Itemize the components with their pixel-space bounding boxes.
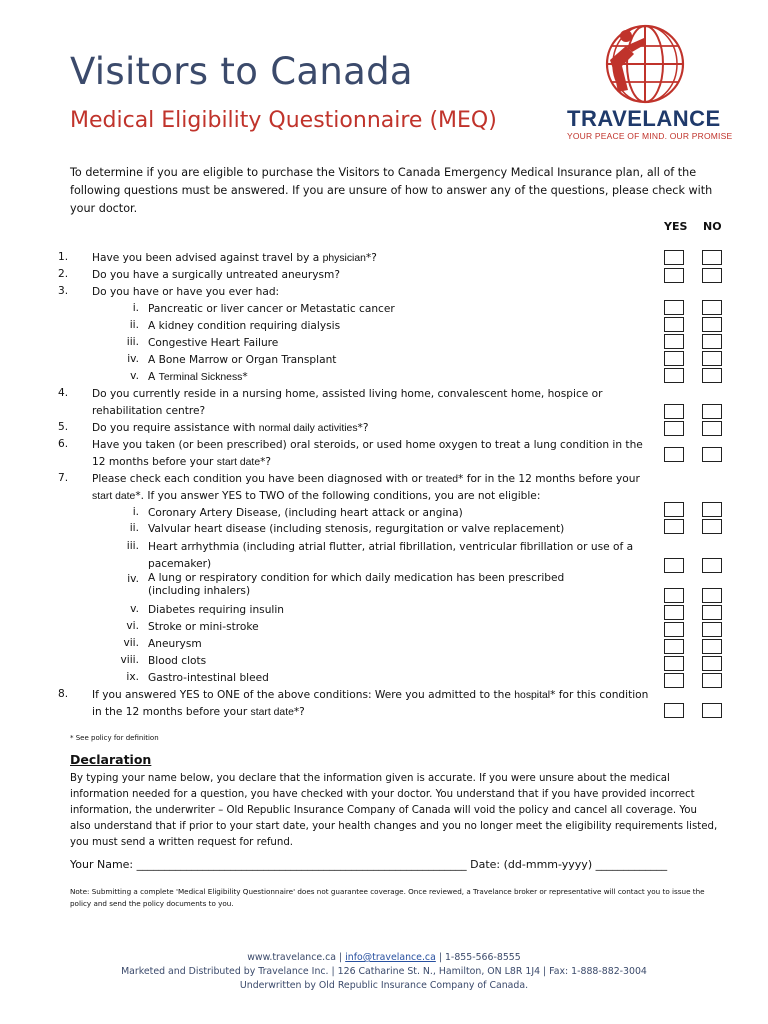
signature-row [70,858,667,871]
question-8 [92,687,657,721]
question-6 [92,437,657,471]
question-7-ix: Gastro-intestinal bleed [148,672,269,684]
defined-term: normal daily activities [258,423,358,434]
footer-address: Marketed and Distributed by Travelance Inc. | 126 Catharine St. N., Hamilton, ON L8R 1J4 | Fax: 1-888-882-3004 [121,966,647,977]
q7v-no-checkbox[interactable] [702,605,722,620]
q7ii-yes-checkbox[interactable] [664,519,684,534]
q7vi-yes-checkbox[interactable] [664,622,684,637]
question-7-ii: Valvular heart disease (including stenosis, regurgitation or valve replacement) [148,523,565,535]
intro-text: To determine if you are eligible to purchase the Visitors to Canada Emergency Medical Insurance plan, all of the following questions must be answered. If you are unsure of how to answer any of the questions, please check with your doctor. [70,166,713,215]
question-number: 2. [58,268,69,280]
question-text: Please check each condition you have been diagnosed with or [92,473,426,485]
q2-yes-checkbox[interactable] [664,268,684,283]
q4-no-checkbox[interactable] [702,404,722,419]
footer-underwriter: Underwritten by Old Republic Insurance Company of Canada. [239,980,529,991]
question-3-iii: Congestive Heart Failure [148,337,279,349]
q4-yes-checkbox[interactable] [664,404,684,419]
question-text: Have you taken (or been prescribed) oral steroids, or used home oxygen to treat a lung condition in the 12 months before your [92,439,643,468]
sub-number: ii. [129,522,139,534]
declaration-heading: Declaration [70,752,152,767]
email-link[interactable]: info@travelance.ca [345,952,436,963]
q8-yes-checkbox[interactable] [664,703,684,718]
question-text: * [242,371,248,383]
question-7-iii: Heart arrhythmia (including atrial flutter, atrial fibrillation, ventricular fibrillation or use of a pacemaker) [148,541,634,570]
page-title: Visitors to Canada [70,50,413,93]
question-text: * for this condition in the 12 months before your [92,689,649,718]
question-7-vi: Stroke or mini-stroke [148,621,259,633]
defined-term: physician [322,253,366,264]
definition-footnote: * See policy for definition [70,734,159,742]
question-7-v: Diabetes requiring insulin [148,604,285,616]
q3iii-no-checkbox[interactable] [702,334,722,349]
q7iv-yes-checkbox[interactable] [664,588,684,603]
question-4: Do you currently reside in a nursing home, assisted living home, convalescent home, hospice or rehabilitation centre? [92,388,603,417]
q3i-no-checkbox[interactable] [702,300,722,315]
question-number: 7. [58,472,69,484]
q7i-no-checkbox[interactable] [702,502,722,517]
question-3-v [148,369,248,386]
sub-number: ii. [129,319,139,331]
question-text: A [148,371,159,383]
sub-number: v. [130,603,139,615]
q3i-yes-checkbox[interactable] [664,300,684,315]
question-text: *? [365,252,377,264]
question-3-ii: A kidney condition requiring dialysis [148,320,341,332]
date-field[interactable]: _____________ [595,858,668,871]
q6-yes-checkbox[interactable] [664,447,684,462]
q7ix-no-checkbox[interactable] [702,673,722,688]
q3v-no-checkbox[interactable] [702,368,722,383]
q7viii-no-checkbox[interactable] [702,656,722,671]
defined-term: hospital [514,690,551,701]
question-7-iv: A lung or respiratory condition for which daily medication has been prescribed (including inhalers) [148,572,565,597]
question-number: 3. [58,285,69,297]
sub-number: iii. [126,336,139,348]
question-number: 6. [58,438,69,450]
q7ii-no-checkbox[interactable] [702,519,722,534]
sub-number: iv. [127,353,139,365]
question-1 [92,250,377,267]
q8-no-checkbox[interactable] [702,703,722,718]
q7v-yes-checkbox[interactable] [664,605,684,620]
sub-number: iv. [127,573,139,585]
question-3: Do you have or have you ever had: [92,286,280,298]
sub-number: v. [130,370,139,382]
declaration-text: By typing your name below, you declare that the information given is accurate. If you were unsure about the medical information needed for a question, you have checked with your doctor. You understand that if you have provided incorrect information, the underwriter – Old Republic Insurance Company of Canada will void the policy and cancel all coverage. You also understand that if prior to your start date, your health changes and you no longer meet the eligibility requirements listed, you must send a written request for refund. [70,773,718,848]
question-text: Have you been advised against travel by a [92,252,323,264]
q3iii-yes-checkbox[interactable] [664,334,684,349]
q6-no-checkbox[interactable] [702,447,722,462]
question-text: *? [293,706,305,718]
q7ix-yes-checkbox[interactable] [664,673,684,688]
q7iii-yes-checkbox[interactable] [664,558,684,573]
question-text: *. If you answer YES to TWO of the following conditions, you are not eligible: [135,490,541,502]
question-7 [92,471,662,505]
question-number: 4. [58,387,69,399]
q7i-yes-checkbox[interactable] [664,502,684,517]
q7iii-no-checkbox[interactable] [702,558,722,573]
defined-term: start date [92,491,136,502]
page-subtitle: Medical Eligibility Questionnaire (MEQ) [70,108,497,133]
no-column-heading: NO [703,220,722,233]
sub-number: i. [132,506,139,518]
separator: | [336,952,346,963]
question-number: 5. [58,421,69,433]
defined-term: start date [250,707,294,718]
coverage-note: Note: Submitting a complete 'Medical Eligibility Questionnaire' does not guarantee coverage. Once reviewed, a Travelance broker or representative will contact you to issue the policy and send the policy documents to you. [70,887,705,908]
q5-yes-checkbox[interactable] [664,421,684,436]
question-text: *? [357,422,369,434]
name-field[interactable]: ____________________________________________________________ [136,858,467,871]
date-label: Date: (dd-mmm-yyyy) [466,858,596,871]
question-text: * for in the 12 months before your [458,473,640,485]
yes-column-heading: YES [664,220,688,233]
footer-contact [0,952,768,963]
q7vii-yes-checkbox[interactable] [664,639,684,654]
q3iv-no-checkbox[interactable] [702,351,722,366]
q3ii-no-checkbox[interactable] [702,317,722,332]
sub-number: vii. [123,637,139,649]
q7viii-yes-checkbox[interactable] [664,656,684,671]
question-5 [92,420,368,437]
q7vii-no-checkbox[interactable] [702,639,722,654]
sub-number: ix. [126,671,139,683]
sub-number: vi. [126,620,139,632]
q7iv-no-checkbox[interactable] [702,588,722,603]
defined-term: treated [425,474,459,485]
question-text: Do you require assistance with [92,422,259,434]
phone-number: 1-855-566-8555 [444,952,521,963]
question-number: 1. [58,251,69,263]
brand-tagline: YOUR PEACE OF MIND. OUR PROMISE [567,131,733,141]
question-7-i: Coronary Artery Disease, (including heart attack or angina) [148,507,463,519]
question-3-iv: A Bone Marrow or Organ Transplant [148,354,337,366]
sub-number: iii. [126,540,139,552]
q1-no-checkbox[interactable] [702,250,722,265]
question-text: If you answered YES to ONE of the above conditions: Were you admitted to the [92,689,515,701]
q7vi-no-checkbox[interactable] [702,622,722,637]
question-2: Do you have a surgically untreated aneurysm? [92,269,340,281]
q5-no-checkbox[interactable] [702,421,722,436]
defined-term: start date [216,457,261,468]
defined-term: Terminal Sickness [158,372,243,383]
question-7-viii: Blood clots [148,655,207,667]
website-link[interactable]: www.travelance.ca [247,952,337,963]
brand-name: TRAVELANCE [567,106,721,131]
q1-yes-checkbox[interactable] [664,250,684,265]
name-label: Your Name: [70,858,137,871]
separator: | [435,952,445,963]
question-7-vii: Aneurysm [148,638,202,650]
question-3-i: Pancreatic or liver cancer or Metastatic cancer [148,303,395,315]
sub-number: i. [132,302,139,314]
sub-number: viii. [120,654,139,666]
q3iv-yes-checkbox[interactable] [664,351,684,366]
q3ii-yes-checkbox[interactable] [664,317,684,332]
question-number: 8. [58,688,69,700]
q3v-yes-checkbox[interactable] [664,368,684,383]
globe-logo-icon [560,20,730,110]
q2-no-checkbox[interactable] [702,268,722,283]
question-text: *? [260,456,272,468]
